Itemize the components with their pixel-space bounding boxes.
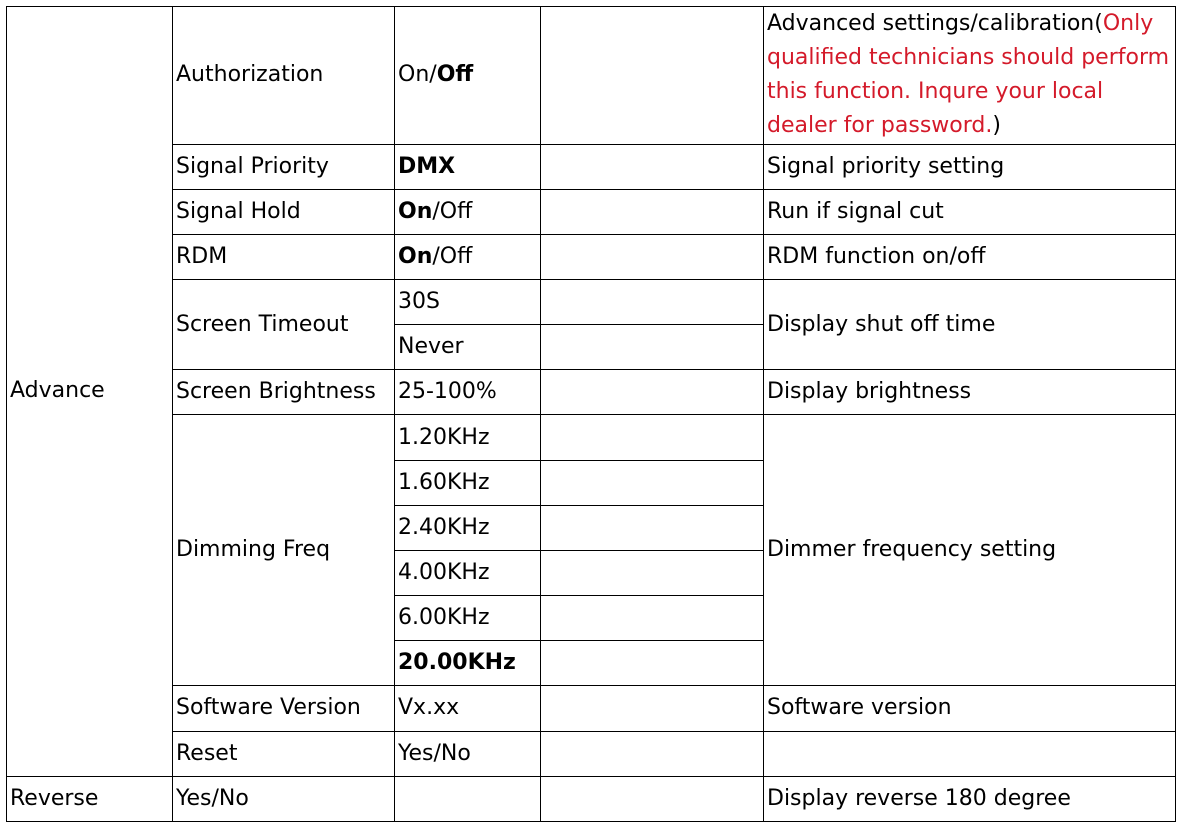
item-label: Signal Priority — [176, 153, 329, 179]
empty-cell — [395, 776, 541, 821]
desc-cell-authorization — [764, 7, 1176, 145]
table-row-screen-brightness — [7, 370, 1176, 415]
menu-settings-table — [6, 6, 1176, 822]
value-option: 1.20KHz — [398, 424, 490, 450]
empty-cell — [541, 7, 764, 145]
item-label: RDM — [176, 243, 228, 269]
item-label: Screen Timeout — [176, 311, 349, 337]
empty-cell — [541, 325, 764, 370]
empty-cell — [541, 279, 764, 324]
value-sep: / — [429, 62, 437, 88]
item-label: Signal Hold — [176, 198, 301, 224]
group-label: Advance — [10, 378, 105, 404]
item-label: Dimming Freq — [176, 537, 331, 563]
desc-text: RDM function on/off — [767, 243, 986, 269]
desc-cell-rdm — [764, 234, 1176, 279]
desc-text: Software version — [767, 695, 952, 721]
value-on-default: On — [398, 198, 433, 224]
item-cell-dimming-freq — [173, 415, 395, 686]
value-on: On — [398, 62, 430, 88]
value-default: DMX — [398, 153, 456, 179]
value-text: 25-100% — [398, 379, 497, 405]
desc-cell-screen-timeout — [764, 279, 1176, 369]
value-cell-freq-6 — [395, 641, 541, 686]
desc-cell-signal-hold — [764, 189, 1176, 234]
value-off: Off — [439, 198, 473, 224]
empty-cell — [541, 144, 764, 189]
group-label: Reverse — [10, 785, 99, 811]
value-option: 6.00KHz — [398, 605, 490, 631]
desc-text: Display shut off time — [767, 311, 996, 337]
value-cell-freq-1 — [395, 415, 541, 460]
table-row-signal-hold — [7, 189, 1176, 234]
value-cell-signal-priority — [395, 144, 541, 189]
group-cell-reset — [173, 731, 395, 776]
empty-cell — [541, 731, 764, 776]
item-cell-signal-hold — [173, 189, 395, 234]
value-cell-authorization — [395, 7, 541, 145]
desc-text: Run if signal cut — [767, 198, 944, 224]
item-label: Authorization — [176, 62, 324, 88]
empty-cell — [541, 460, 764, 505]
table-row-authorization — [7, 7, 1176, 145]
desc-text: Display brightness — [767, 379, 972, 405]
desc-text: Advanced settings/calibration( — [767, 11, 1103, 36]
desc-text: Signal priority setting — [767, 153, 1005, 179]
value-cell-screen-brightness — [395, 370, 541, 415]
value-cell-software-version — [395, 686, 541, 731]
value-cell-never — [395, 325, 541, 370]
item-cell-software-version — [173, 686, 395, 731]
value-cell-30s — [395, 279, 541, 324]
empty-cell — [541, 415, 764, 460]
value-cell-freq-2 — [395, 460, 541, 505]
desc-cell-software-version — [764, 686, 1176, 731]
desc-text: Dimmer frequency setting — [767, 537, 1057, 563]
empty-cell — [541, 596, 764, 641]
value-option-default: 20.00KHz — [398, 650, 516, 676]
value-text: Yes/No — [398, 740, 471, 766]
group-cell-reverse — [7, 776, 173, 821]
value-cell-freq-5 — [395, 596, 541, 641]
value-option: 4.00KHz — [398, 559, 490, 585]
empty-cell — [541, 686, 764, 731]
table-row-reset — [7, 731, 1176, 776]
value-cell-freq-4 — [395, 550, 541, 595]
desc-cell-dimming-freq — [764, 415, 1176, 686]
empty-cell — [541, 776, 764, 821]
value-text: Yes/No — [176, 785, 249, 811]
value-cell-reset — [395, 731, 541, 776]
empty-cell — [541, 641, 764, 686]
desc-text-end: ) — [992, 113, 1001, 138]
table-row-dimming-freq — [7, 415, 1176, 460]
item-cell-screen-timeout — [173, 279, 395, 369]
table-row-rdm — [7, 234, 1176, 279]
table-row-signal-priority — [7, 144, 1176, 189]
group-cell-advance — [7, 7, 173, 777]
empty-cell — [541, 550, 764, 595]
value-text: Vx.xx — [398, 695, 460, 721]
empty-cell — [541, 505, 764, 550]
item-cell-signal-priority — [173, 144, 395, 189]
item-cell-authorization — [173, 7, 395, 145]
group-label: Reset — [176, 740, 238, 766]
value-cell-rdm — [395, 234, 541, 279]
desc-cell-reverse — [764, 776, 1176, 821]
value-option: Never — [398, 334, 464, 360]
value-option: 30S — [398, 289, 440, 315]
desc-cell-screen-brightness — [764, 370, 1176, 415]
empty-cell — [541, 234, 764, 279]
value-off-default: Off — [436, 62, 474, 88]
item-cell-screen-brightness — [173, 370, 395, 415]
value-option: 2.40KHz — [398, 514, 490, 540]
value-off: Off — [439, 243, 473, 269]
item-label: Screen Brightness — [176, 379, 376, 405]
empty-cell — [764, 731, 1176, 776]
empty-cell — [541, 370, 764, 415]
value-cell-signal-hold — [395, 189, 541, 234]
value-on-default: On — [398, 243, 433, 269]
empty-cell — [541, 189, 764, 234]
table-row-software-version — [7, 686, 1176, 731]
table-row-reverse — [7, 776, 1176, 821]
desc-cell-signal-priority — [764, 144, 1176, 189]
item-label: Software Version — [176, 695, 361, 721]
value-sep: / — [432, 198, 440, 224]
value-sep: / — [432, 243, 440, 269]
value-cell-reverse — [173, 776, 395, 821]
value-cell-freq-3 — [395, 505, 541, 550]
table-row-screen-timeout — [7, 279, 1176, 324]
warning-text: Only qualified technicians should perform this function. Inqure your local dealer for password. — [767, 11, 1170, 138]
value-option: 1.60KHz — [398, 469, 490, 495]
item-cell-rdm — [173, 234, 395, 279]
desc-text: Display reverse 180 degree — [767, 785, 1071, 811]
